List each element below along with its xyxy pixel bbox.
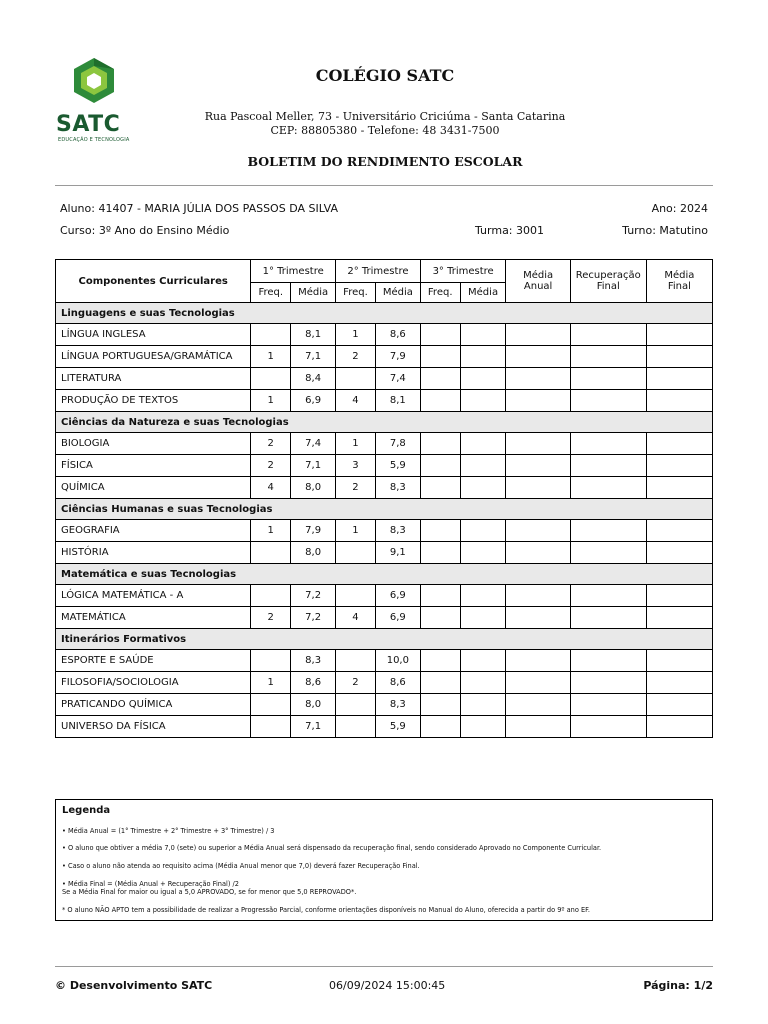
- satc-hexagon-icon: [56, 56, 136, 112]
- media-t3: [460, 390, 506, 412]
- annual-average: [506, 455, 570, 477]
- subject-name: LÍNGUA PORTUGUESA/GRAMÁTICA: [56, 346, 251, 368]
- media-t3: [460, 716, 506, 738]
- final-average: [646, 650, 712, 672]
- subject-group-name: Ciências da Natureza e suas Tecnologias: [56, 412, 713, 433]
- media-t1: 8,3: [291, 650, 336, 672]
- footer-timestamp: 06/09/2024 15:00:45: [329, 979, 446, 992]
- media-t2: 8,1: [375, 390, 420, 412]
- report-title: BOLETIM DO RENDIMENTO ESCOLAR: [247, 154, 523, 169]
- annual-average: [506, 477, 570, 499]
- header-freq: Freq.: [420, 283, 460, 303]
- freq-t1: [251, 650, 291, 672]
- subject-group-row: [56, 499, 713, 520]
- table-row: [56, 520, 713, 542]
- media-t2: 8,6: [375, 324, 420, 346]
- freq-t2: 2: [336, 477, 376, 499]
- freq-t2: [336, 650, 376, 672]
- media-t1: 8,4: [291, 368, 336, 390]
- legend-line: • Média Anual = (1° Trimestre + 2° Trimestre + 3° Trimestre) / 3: [62, 827, 275, 835]
- media-t1: 7,2: [291, 607, 336, 629]
- media-t1: 7,1: [291, 346, 336, 368]
- freq-t1: [251, 694, 291, 716]
- freq-t3: [420, 368, 460, 390]
- media-t1: 8,0: [291, 694, 336, 716]
- media-t3: [460, 477, 506, 499]
- final-recovery: [570, 585, 646, 607]
- header-media: Média: [460, 283, 506, 303]
- final-recovery: [570, 477, 646, 499]
- subject-group-name: Itinerários Formativos: [56, 629, 713, 650]
- grades-table: [55, 259, 713, 738]
- media-t1: 7,1: [291, 455, 336, 477]
- freq-t3: [420, 716, 460, 738]
- media-t1: 7,9: [291, 520, 336, 542]
- subject-name: MATEMÁTICA: [56, 607, 251, 629]
- footer-credit: © Desenvolvimento SATC: [55, 979, 213, 992]
- media-t2: 8,3: [375, 520, 420, 542]
- header-trimester-1: 1° Trimestre: [251, 260, 336, 283]
- subject-group-name: Ciências Humanas e suas Tecnologias: [56, 499, 713, 520]
- freq-t2: 4: [336, 390, 376, 412]
- final-recovery: [570, 455, 646, 477]
- freq-t1: 1: [251, 390, 291, 412]
- final-average: [646, 542, 712, 564]
- final-recovery: [570, 716, 646, 738]
- media-t3: [460, 607, 506, 629]
- media-t2: 7,8: [375, 433, 420, 455]
- freq-t1: [251, 542, 291, 564]
- subject-name: PRATICANDO QUÍMICA: [56, 694, 251, 716]
- freq-t3: [420, 542, 460, 564]
- freq-t1: [251, 324, 291, 346]
- media-t3: [460, 650, 506, 672]
- school-year: Ano: 2024: [651, 202, 708, 215]
- table-row: [56, 346, 713, 368]
- header-divider: [55, 185, 713, 186]
- subject-name: GEOGRAFIA: [56, 520, 251, 542]
- subject-name: LÍNGUA INGLESA: [56, 324, 251, 346]
- media-t1: 8,1: [291, 324, 336, 346]
- freq-t2: [336, 368, 376, 390]
- table-row: [56, 542, 713, 564]
- media-t2: 8,3: [375, 477, 420, 499]
- final-recovery: [570, 542, 646, 564]
- subject-group-name: Linguagens e suas Tecnologias: [56, 303, 713, 324]
- media-t3: [460, 324, 506, 346]
- annual-average: [506, 694, 570, 716]
- subject-name: QUÍMICA: [56, 477, 251, 499]
- freq-t2: 2: [336, 346, 376, 368]
- media-t3: [460, 694, 506, 716]
- annual-average: [506, 346, 570, 368]
- header-freq: Freq.: [251, 283, 291, 303]
- media-t1: 7,1: [291, 716, 336, 738]
- annual-average: [506, 650, 570, 672]
- freq-t2: 1: [336, 520, 376, 542]
- annual-average: [506, 585, 570, 607]
- freq-t2: 4: [336, 607, 376, 629]
- media-t1: 8,0: [291, 477, 336, 499]
- logo-text: SATC: [56, 112, 121, 137]
- table-row: [56, 433, 713, 455]
- freq-t1: 1: [251, 672, 291, 694]
- subject-group-name: Matemática e suas Tecnologias: [56, 564, 713, 585]
- class-group: Turma: 3001: [475, 224, 545, 237]
- logo-subtitle: EDUCAÇÃO E TECNOLOGIA: [58, 137, 130, 143]
- media-t2: 7,9: [375, 346, 420, 368]
- annual-average: [506, 368, 570, 390]
- final-recovery: [570, 520, 646, 542]
- freq-t2: 1: [336, 433, 376, 455]
- freq-t3: [420, 650, 460, 672]
- table-row: [56, 672, 713, 694]
- freq-t3: [420, 520, 460, 542]
- annual-average: [506, 433, 570, 455]
- subject-name: UNIVERSO DA FÍSICA: [56, 716, 251, 738]
- media-t2: 8,6: [375, 672, 420, 694]
- final-recovery: [570, 694, 646, 716]
- footer-divider: [55, 966, 713, 967]
- table-row: [56, 716, 713, 738]
- final-average: [646, 672, 712, 694]
- media-t2: 9,1: [375, 542, 420, 564]
- freq-t2: 1: [336, 324, 376, 346]
- annual-average: [506, 324, 570, 346]
- subject-name: LITERATURA: [56, 368, 251, 390]
- media-t3: [460, 520, 506, 542]
- media-t1: 8,0: [291, 542, 336, 564]
- final-recovery: [570, 368, 646, 390]
- final-recovery: [570, 346, 646, 368]
- student-name: Aluno: 41407 - MARIA JÚLIA DOS PASSOS DA SILVA: [60, 202, 338, 215]
- media-t3: [460, 346, 506, 368]
- media-t2: 10,0: [375, 650, 420, 672]
- legend-box: [55, 799, 713, 921]
- legend-title: Legenda: [62, 805, 111, 816]
- subject-name: FILOSOFIA/SOCIOLOGIA: [56, 672, 251, 694]
- media-t1: 7,2: [291, 585, 336, 607]
- final-average: [646, 368, 712, 390]
- freq-t3: [420, 694, 460, 716]
- annual-average: [506, 520, 570, 542]
- final-average: [646, 390, 712, 412]
- subject-group-row: [56, 564, 713, 585]
- freq-t1: [251, 716, 291, 738]
- media-t3: [460, 368, 506, 390]
- media-t3: [460, 455, 506, 477]
- freq-t3: [420, 390, 460, 412]
- course: Curso: 3º Ano do Ensino Médio: [60, 224, 230, 237]
- annual-average: [506, 716, 570, 738]
- table-row: [56, 390, 713, 412]
- table-row: [56, 324, 713, 346]
- media-t3: [460, 433, 506, 455]
- header-final-average: Média Final: [646, 260, 712, 303]
- address-line-2: CEP: 88805380 - Telefone: 48 3431-7500: [270, 124, 500, 137]
- table-row: [56, 455, 713, 477]
- legend-line: * O aluno NÃO APTO tem a possibilidade de realizar a Progressão Parcial, conforme orientações disponíveis no Manual do Aluno, oferecida a partir do 9º ano EF.: [62, 906, 590, 914]
- media-t1: 7,4: [291, 433, 336, 455]
- final-average: [646, 346, 712, 368]
- header-freq: Freq.: [336, 283, 376, 303]
- media-t2: 6,9: [375, 607, 420, 629]
- final-recovery: [570, 607, 646, 629]
- final-recovery: [570, 324, 646, 346]
- table-row: [56, 607, 713, 629]
- media-t3: [460, 585, 506, 607]
- freq-t1: 1: [251, 346, 291, 368]
- freq-t3: [420, 607, 460, 629]
- media-t2: 8,3: [375, 694, 420, 716]
- freq-t1: 2: [251, 607, 291, 629]
- media-t3: [460, 672, 506, 694]
- final-average: [646, 694, 712, 716]
- final-recovery: [570, 650, 646, 672]
- header-media: Média: [291, 283, 336, 303]
- subject-group-row: [56, 412, 713, 433]
- media-t2: 5,9: [375, 455, 420, 477]
- final-average: [646, 607, 712, 629]
- freq-t1: [251, 585, 291, 607]
- shift: Turno: Matutino: [622, 224, 708, 237]
- freq-t3: [420, 585, 460, 607]
- annual-average: [506, 542, 570, 564]
- legend-line: • Média Final = (Média Anual + Recuperação Final) /2: [62, 880, 239, 888]
- freq-t1: [251, 368, 291, 390]
- freq-t3: [420, 672, 460, 694]
- legend-line: • O aluno que obtiver a média 7,0 (sete) ou superior a Média Anual será dispensado da recuperação final, sendo considerado Aprovado no Componente Curricular.: [62, 844, 602, 852]
- header-components: Componentes Curriculares: [56, 260, 251, 303]
- subject-name: ESPORTE E SAÚDE: [56, 650, 251, 672]
- address-line-1: Rua Pascoal Meller, 73 - Universitário Criciúma - Santa Catarina: [204, 110, 566, 123]
- annual-average: [506, 672, 570, 694]
- legend-line: • Caso o aluno não atenda ao requisito acima (Média Anual menor que 7,0) deverá fazer Recuperação Final.: [62, 862, 420, 870]
- media-t2: 7,4: [375, 368, 420, 390]
- subject-name: BIOLOGIA: [56, 433, 251, 455]
- legend-line: Se a Média Final for maior ou igual a 5,0 APROVADO, se for menor que 5,0 REPROVADO*.: [62, 888, 357, 896]
- final-average: [646, 585, 712, 607]
- freq-t3: [420, 455, 460, 477]
- media-t1: 6,9: [291, 390, 336, 412]
- header-trimester-2: 2° Trimestre: [336, 260, 421, 283]
- freq-t3: [420, 346, 460, 368]
- final-average: [646, 455, 712, 477]
- final-average: [646, 520, 712, 542]
- freq-t2: [336, 694, 376, 716]
- freq-t2: [336, 716, 376, 738]
- header-annual-average: Média Anual: [506, 260, 570, 303]
- header-trimester-3: 3° Trimestre: [420, 260, 506, 283]
- final-average: [646, 477, 712, 499]
- final-average: [646, 324, 712, 346]
- table-row: [56, 694, 713, 716]
- freq-t2: [336, 542, 376, 564]
- final-recovery: [570, 433, 646, 455]
- freq-t1: 2: [251, 455, 291, 477]
- school-address: [150, 110, 620, 138]
- annual-average: [506, 607, 570, 629]
- media-t2: 6,9: [375, 585, 420, 607]
- table-row: [56, 368, 713, 390]
- freq-t3: [420, 477, 460, 499]
- annual-average: [506, 390, 570, 412]
- table-row: [56, 477, 713, 499]
- media-t3: [460, 542, 506, 564]
- freq-t1: 4: [251, 477, 291, 499]
- school-name: COLÉGIO SATC: [315, 66, 455, 85]
- footer-page-number: Página: 1/2: [643, 979, 713, 992]
- freq-t3: [420, 324, 460, 346]
- final-average: [646, 433, 712, 455]
- freq-t1: 2: [251, 433, 291, 455]
- header-media: Média: [375, 283, 420, 303]
- subject-name: HISTÓRIA: [56, 542, 251, 564]
- subject-group-row: [56, 629, 713, 650]
- final-recovery: [570, 390, 646, 412]
- freq-t2: [336, 585, 376, 607]
- freq-t3: [420, 433, 460, 455]
- header-final-recovery: Recuperação Final: [570, 260, 646, 303]
- media-t2: 5,9: [375, 716, 420, 738]
- table-row: [56, 585, 713, 607]
- media-t1: 8,6: [291, 672, 336, 694]
- subject-name: PRODUÇÃO DE TEXTOS: [56, 390, 251, 412]
- subject-group-row: [56, 303, 713, 324]
- subject-name: FÍSICA: [56, 455, 251, 477]
- final-recovery: [570, 672, 646, 694]
- freq-t2: 3: [336, 455, 376, 477]
- satc-logo: [56, 56, 136, 148]
- subject-name: LÓGICA MATEMÁTICA - A: [56, 585, 251, 607]
- final-average: [646, 716, 712, 738]
- table-row: [56, 650, 713, 672]
- freq-t2: 2: [336, 672, 376, 694]
- freq-t1: 1: [251, 520, 291, 542]
